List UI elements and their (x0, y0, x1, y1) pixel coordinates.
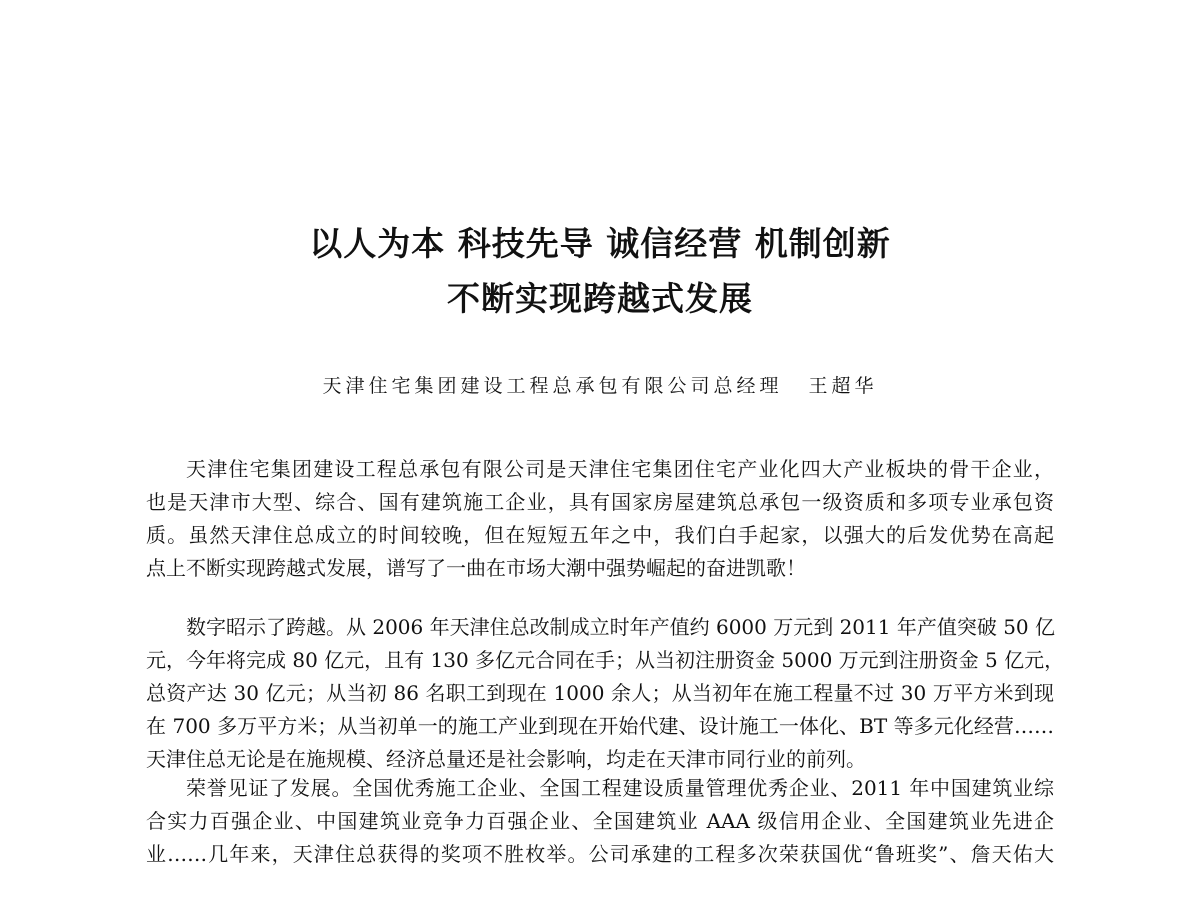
author-name: 王超华 (808, 375, 878, 397)
text-line: 合实力百强企业、中国建筑业竞争力百强企业、全国建筑业 AAA 级信用企业、全国建筑业先进企 (146, 809, 1054, 833)
text-line: 元，今年将完成 80 亿元，且有 130 多亿元合同在手；从当初注册资金 5000 万元到注册资金 5 亿元， (146, 648, 1065, 672)
text-line: 质。虽然天津住总成立的时间较晚，但在短短五年之中，我们白手起家，以强大的后发优势在高起 (146, 523, 1054, 547)
text-line: 天津住总无论是在施规模、经济总量还是社会影响，均走在天津市同行业的前列。 (146, 747, 866, 771)
article-title-line-1: 以人为本 科技先导 诚信经营 机制创新 (309, 224, 891, 263)
text-line: 点上不断实现跨越式发展，谱写了一曲在市场大潮中强势崛起的奋进凯歌！ (146, 556, 806, 580)
text-line: 荣誉见证了发展。全国优秀施工企业、全国工程建设质量管理优秀企业、2011 年中国建筑业综 (186, 776, 1054, 800)
text-line: 业……几年来，天津住总获得的奖项不胜枚举。公司承建的工程多次荣获国优“鲁班奖”、詹天佑大 (146, 842, 1054, 866)
article-title-line-2: 不断实现跨越式发展 (447, 279, 753, 318)
author-byline (0, 371, 1200, 398)
author-affiliation: 天津住宅集团建设工程总承包有限公司总经理 (322, 375, 783, 397)
text-line: 天津住宅集团建设工程总承包有限公司是天津住宅集团住宅产业化四大产业板块的骨干企业， (186, 457, 1054, 481)
text-line: 数字昭示了跨越。从 2006 年天津住总改制成立时年产值约 6000 万元到 2011 年产值突破 50 亿 (186, 615, 1056, 639)
text-line: 也是天津市大型、综合、国有建筑施工企业，具有国家房屋建筑总承包一级资质和多项专业承包资 (146, 490, 1054, 514)
text-line: 在 700 多万平方米；从当初单一的施工产业到现在开始代建、设计施工一体化、BT 等多元化经营…… (146, 714, 1054, 738)
text-line: 总资产达 30 亿元；从当初 86 名职工到现在 1000 余人；从当初年在施工程量不过 30 万平方米到现 (146, 681, 1054, 705)
